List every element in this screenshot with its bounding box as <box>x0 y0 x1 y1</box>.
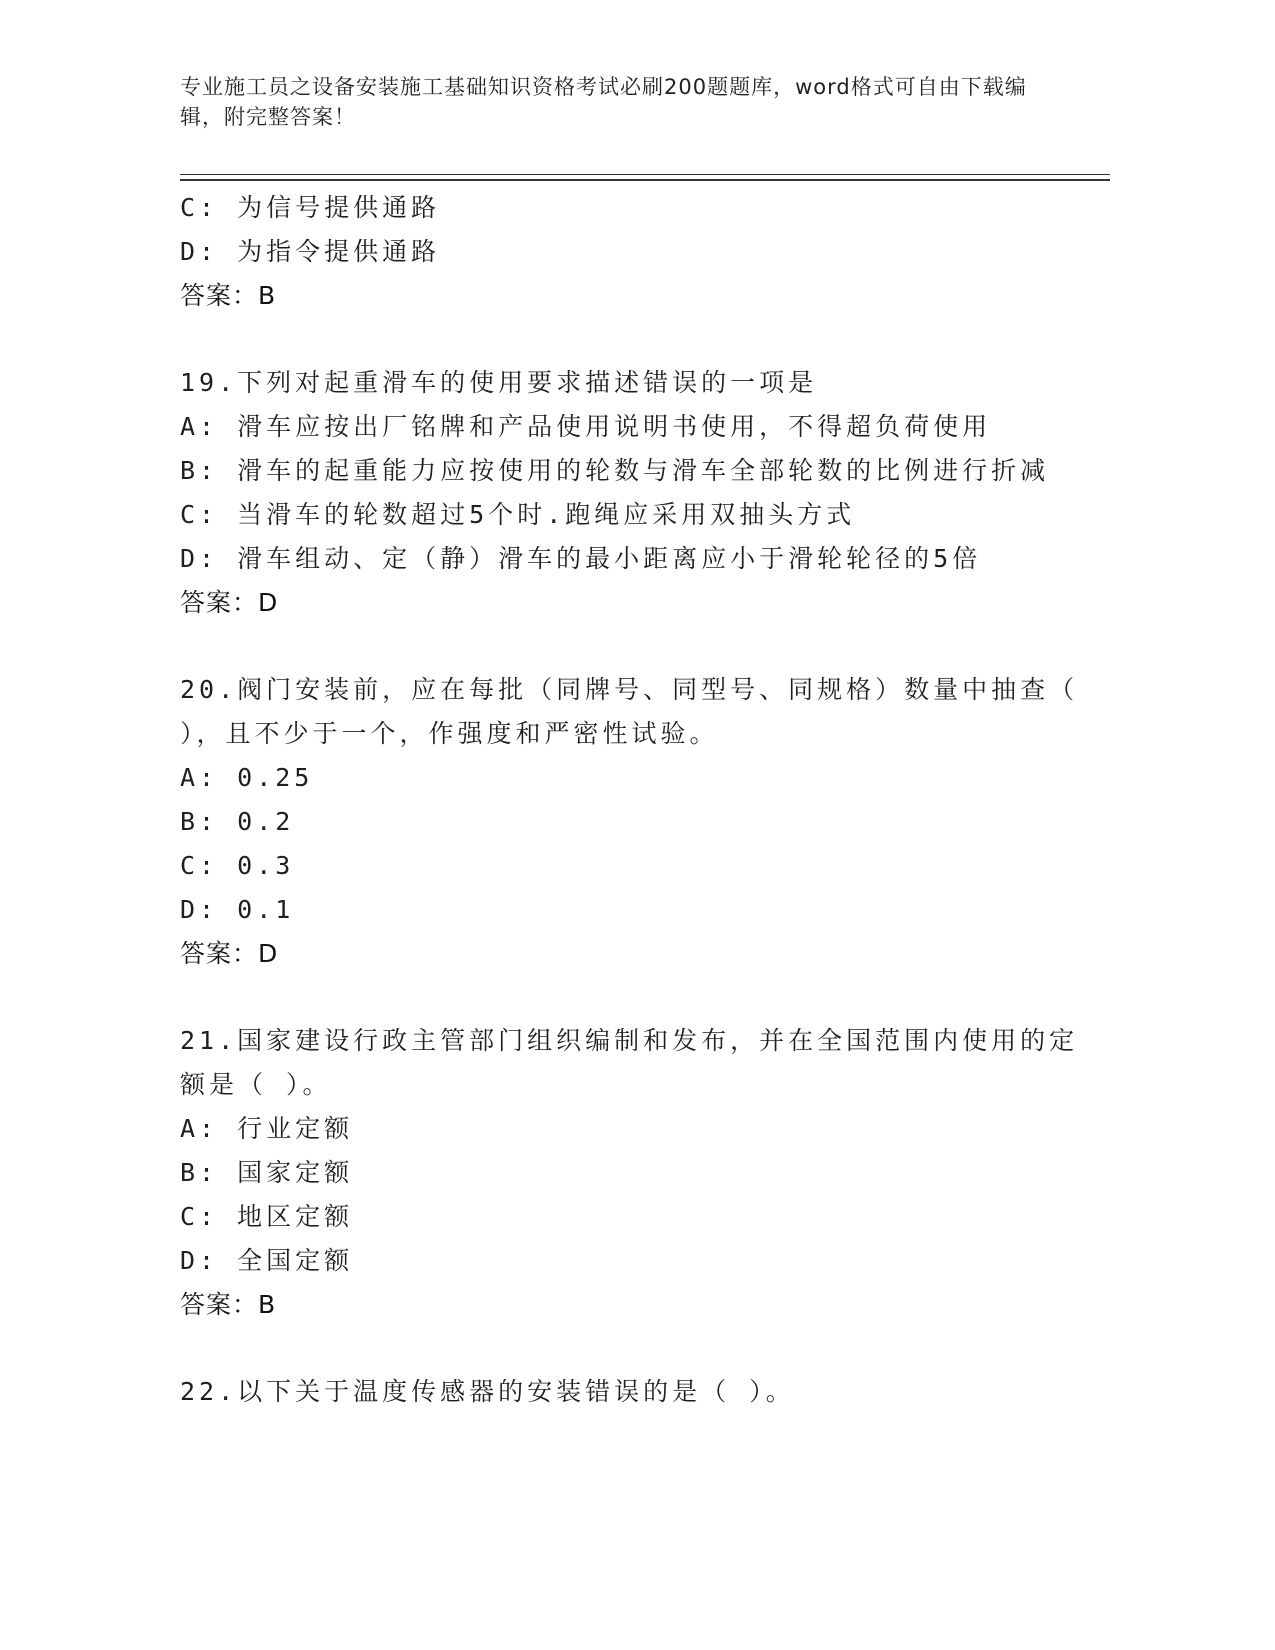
spacer <box>180 1327 1060 1370</box>
option-d: D: 0.1 <box>180 895 295 924</box>
option-c: C: 当滑车的轮数超过5个时.跑绳应采用双抽头方式 <box>180 500 856 529</box>
spacer <box>180 318 1060 361</box>
spacer <box>180 625 1060 668</box>
question-stem-line-2: ），且不少于一个，作强度和严密性试验。 <box>180 719 719 748</box>
option-d: D: 全国定额 <box>180 1246 354 1275</box>
option-a: A: 滑车应按出厂铭牌和产品使用说明书使用，不得超负荷使用 <box>180 412 992 441</box>
answer: 答案：D <box>180 588 279 617</box>
option-b: B: 国家定额 <box>180 1158 354 1187</box>
option-c: C: 0.3 <box>180 851 295 880</box>
answer: 答案：B <box>180 1290 277 1319</box>
option-a: A: 0.25 <box>180 763 314 792</box>
answer: 答案：B <box>180 281 277 310</box>
option-b: B: 0.2 <box>180 807 295 836</box>
question-20 <box>180 668 1079 976</box>
question-18-tail <box>180 186 1060 318</box>
question-21 <box>180 1019 1079 1327</box>
option-c: C: 为信号提供通路 <box>180 193 441 222</box>
option-c: C: 地区定额 <box>180 1202 354 1231</box>
question-stem: 22.以下关于温度传感器的安装错误的是（ ）。 <box>180 1377 795 1406</box>
option-d: D: 滑车组动、定（静）滑车的最小距离应小于滑轮轮径的5倍 <box>180 544 982 573</box>
question-19 <box>180 361 1060 625</box>
document-body <box>180 186 1079 1414</box>
document-header: 专业施工员之设备安装施工基础知识资格考试必刷200题题库，word格式可自由下载编辑，附完整答案！ <box>180 75 1027 129</box>
option-b: B: 滑车的起重能力应按使用的轮数与滑车全部轮数的比例进行折减 <box>180 456 1050 485</box>
option-a: A: 行业定额 <box>180 1114 354 1143</box>
answer: 答案：D <box>180 939 279 968</box>
option-d: D: 为指令提供通路 <box>180 237 441 266</box>
header-rule-thick <box>180 179 1110 181</box>
question-22 <box>180 1370 1060 1414</box>
question-stem-line-1: 20.阀门安装前，应在每批（同牌号、同型号、同规格）数量中抽查（ <box>180 675 1079 704</box>
question-stem-line-2: 额是（ ）。 <box>180 1070 332 1099</box>
header-rule-thin <box>180 174 1110 175</box>
question-stem: 19.下列对起重滑车的使用要求描述错误的一项是 <box>180 368 818 397</box>
question-stem-line-1: 21.国家建设行政主管部门组织编制和发布，并在全国范围内使用的定 <box>180 1026 1079 1055</box>
spacer <box>180 976 1060 1019</box>
